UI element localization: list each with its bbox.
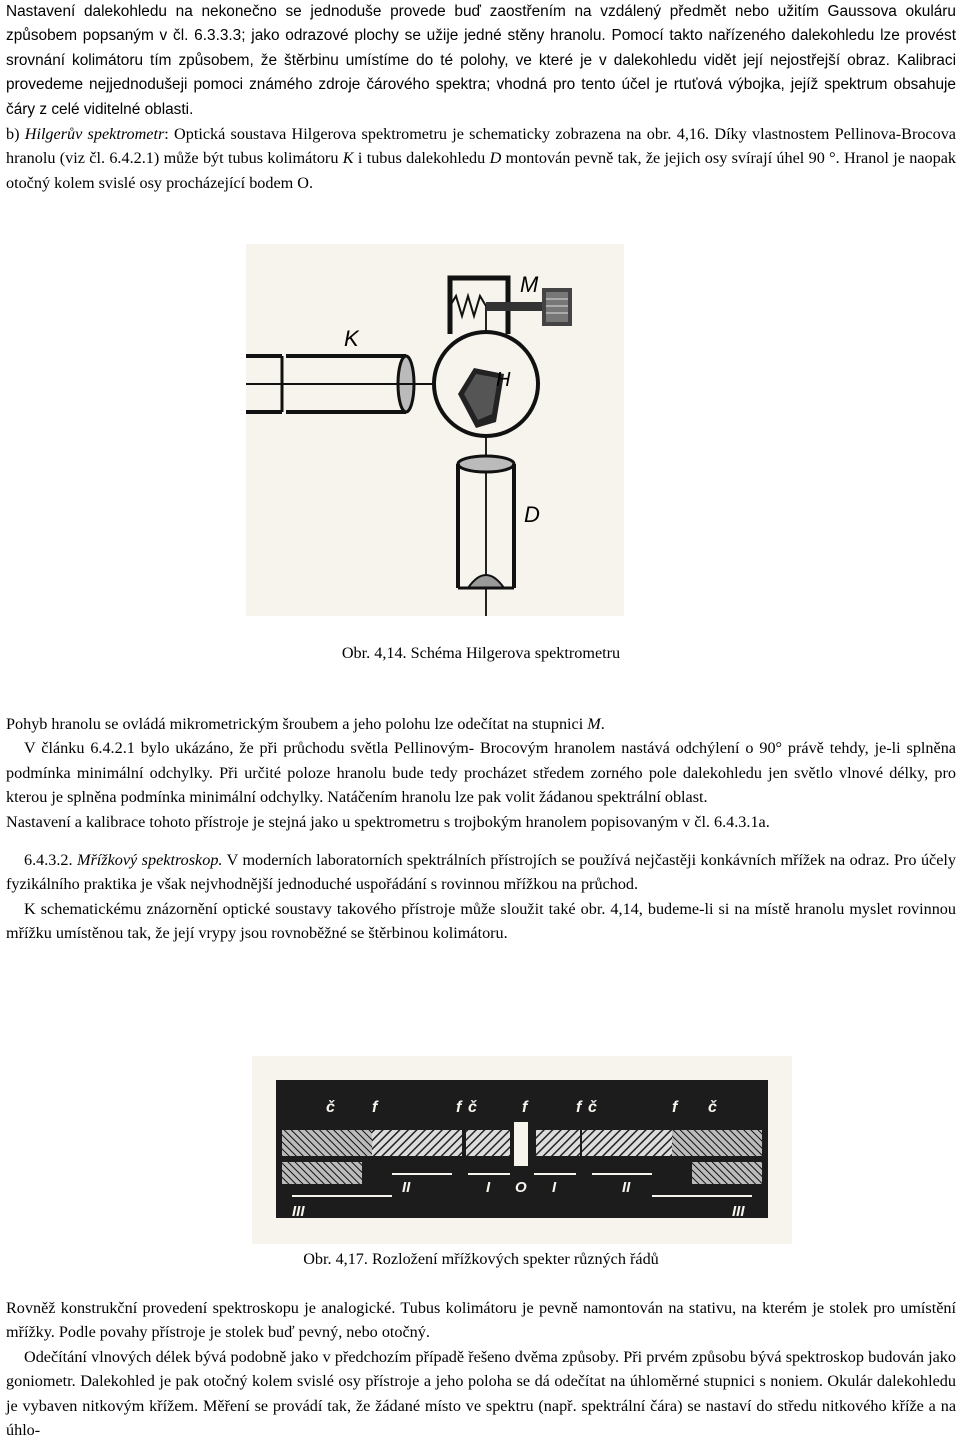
text-block-bottom [6, 1296, 956, 1442]
figure2-top-label: f [372, 1099, 378, 1116]
figure2-top-label: f [672, 1099, 678, 1116]
figure2-order-label: I [552, 1179, 557, 1196]
figure2-top-label: f [576, 1099, 582, 1116]
figure2-caption: Obr. 4,17. Rozložení mřížkových spekter různých řádů [303, 1250, 659, 1268]
figure2-order-label: I [486, 1179, 491, 1196]
figure2-order-label: O [515, 1179, 527, 1196]
figure-grating-spectra [252, 1056, 792, 1244]
figure2-order-label: III [732, 1203, 745, 1220]
paragraph-schematic: K schematickému znázornění optické soustavy takového přístroje může sloužit také obr. 4,14, budeme-li si na místě hranolu myslet rovinnou mřížku umístěnou tak, že její vrypy jsou rovnoběžné se štěrbinou kolimátoru. [6, 899, 956, 943]
figure2-top-label: č [326, 1099, 335, 1116]
document-page [6, 0, 957, 1440]
paragraph-hilger: b) Hilgerův spektrometr: Optická soustava Hilgerova spektrometru je schematicky zobrazena na obr. 4,16. Díky vlastnostem Pellinova-Brocova hranolu (viz čl. 6.4.2.1) může být tubus kolimátoru K i tubus dalekohledu D montován pevně tak, že jejich osy svírají úhel 90 °. Hranol je naopak otočný kolem svislé osy procházející bodem O. [6, 125, 957, 192]
figure1-label-d: D [524, 502, 540, 527]
paragraph-prism-control: Pohyb hranolu se ovládá mikrometrickým šroubem a jeho polohu lze odečítat na stupnici M. [6, 715, 605, 733]
paragraph-minimum-deviation: V článku 6.4.2.1 bylo ukázáno, že při průchodu světla Pellinovým- Brocovým hranolem nastává odchýlení o 90° právě tehdy, je-li splněna podmínka minimální odchylky. Při určité poloze hranolu bude tedy procházet středem zorného pole dalekohledu jen světlo vlnové délky, pro kterou je splněna podmínka minimální odchylky. Natáčením hranolu lze pak volit žádanou spektrální oblast. [6, 739, 956, 807]
figure-hilger-spectrometer [246, 244, 624, 616]
figure1-label-k: K [344, 326, 359, 351]
figure1-label-h: H [496, 369, 511, 391]
figure2-order-label: III [292, 1203, 305, 1220]
figure2-top-label: č [468, 1099, 477, 1116]
text-block-middle [6, 712, 956, 946]
figure2-top-label: č [708, 1099, 717, 1116]
paragraph-grating-spectroscope: 6.4.3.2. Mřížkový spektroskop. V moderních laboratorních spektrálních přístrojích se používá nejčastěji konkávních mřížek na odraz. Pro účely fyzikálního praktika je však nejvhodnější jednoduché uspořádání s rovinnou mřížkou na průchod. [6, 851, 957, 894]
figure2-top-label: č [588, 1099, 597, 1116]
paragraph-wavelength-reading: Odečítání vlnových délek bývá podobně jako v předchozím případě řešeno dvěma způsoby. Při prvém způsobu bývá spektroskop budován jako goniometr. Dalekohled je pak otočný kolem svislé osy přístroje a jeho poloha se dá odečítat na úhloměrné stupnici s noniem. Okulár dalekohledu je vybaven nitkovým křížem. Měření se provádí tak, že žádané místo ve spektru (např. spektrální čára) se nastaví do středu nitkového kříže a na úhlo- [6, 1347, 956, 1440]
figure2-top-label: f [522, 1099, 528, 1116]
figure2-top-label: f [456, 1099, 462, 1116]
grating-title: Mřížkový spektroskop. [77, 851, 223, 870]
paragraph-construction: Rovněž konstrukční provedení spektroskopu je analogické. Tubus kolimátoru je pevně namontován na stativu, na kterém je stolek pro umístění mřížky. Podle povahy přístroje je stolek buď pevný, nebo otočný. [6, 1299, 956, 1342]
figure1-caption: Obr. 4,14. Schéma Hilgerova spektrometru [341, 644, 621, 662]
paragraph-calibration: Nastavení a kalibrace tohoto přístroje je stejná jako u spektrometru s trojbokým hranolem popisovaným v čl. 6.4.3.1a. [6, 812, 770, 831]
figure2-order-label: II [402, 1179, 411, 1196]
figure1-label-m: M [520, 272, 539, 297]
paragraph-telescope-setup: Nastavení dalekohledu na nekonečno se jednoduše provede buď zaostřením na vzdálený předmět nebo užitím Gaussova okuláru způsobem popsaným v čl. 6.3.3.3; jako odrazové plochy se užije jedné stěny hranolu. Pomocí takto nařízeného dalekohledu lze provést srovnání kolimátoru tím způsobem, že štěrbinu umístíme do té polohy, ve které je v dalekohledu vidět její nejostřejší obraz. Kalibraci provedeme nejjednodušeji pomoci známého zdroje čárového spektra; vhodná pro tento účel je rtuťová výbojka, jejíž spektrum obsahuje čáry z celé viditelné oblasti. [6, 3, 956, 118]
hilger-title: Hilgerův spektrometr [24, 125, 165, 144]
figure2-order-label: II [622, 1179, 631, 1196]
